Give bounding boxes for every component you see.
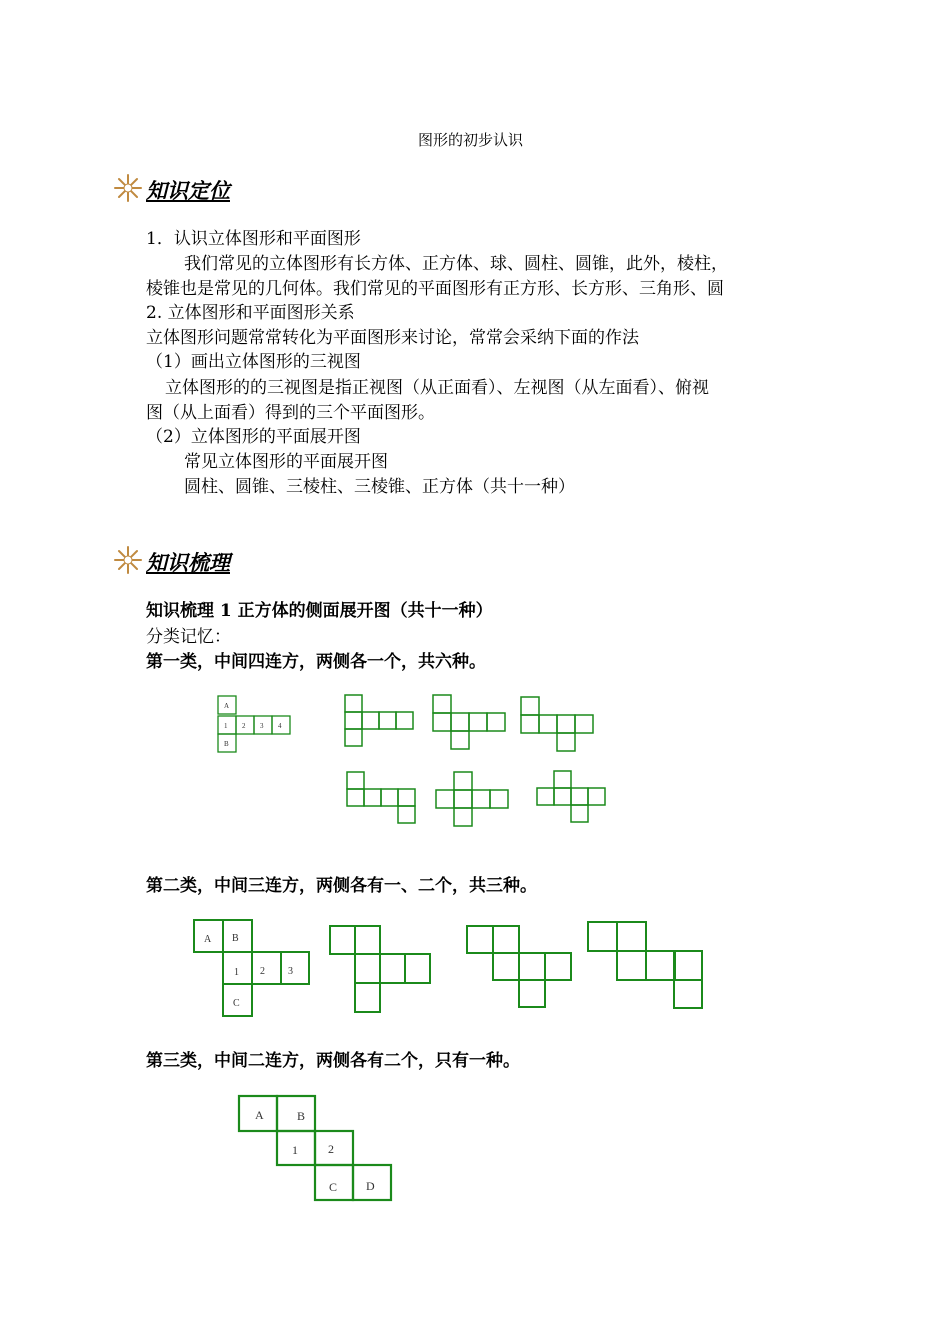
category-3-heading: 第三类，中间二连方，两侧各有二个，只有一种。 [146,1051,520,1071]
net-label: A [204,934,212,945]
cube-net [588,922,706,1012]
category-1-heading: 第一类，中间四连方，两侧各一个，共六种。 [146,652,486,672]
net-label: D [366,1179,375,1193]
cube-net [194,920,312,1020]
net-label: 1 [292,1143,298,1157]
net-label: 4 [278,722,282,730]
cube-net [436,772,510,830]
paragraph-line: 图（从上面看）得到的三个平面图形。 [146,403,435,423]
net-label: A [224,702,230,710]
cube-net [433,695,507,753]
cube-net [537,771,609,827]
net-label: 3 [260,722,264,730]
paragraph-line: 2. 立体图形和平面图形关系 [146,303,355,323]
net-label: 2 [260,966,265,977]
net-label: B [297,1109,306,1123]
net-label: 1 [234,967,239,978]
net-label: B [232,933,239,944]
star-icon [112,544,144,576]
net-label: 2 [242,722,246,730]
cube-net [345,695,415,751]
star-icon [112,172,144,204]
cube-net [467,926,575,1010]
paragraph-line: 常见立体图形的平面展开图 [184,452,388,472]
cube-net [239,1096,394,1204]
paragraph-line: 立体图形问题常常转化为平面图形来讨论，常常会采纳下面的作法 [146,328,639,348]
cube-net [521,697,597,753]
net-label: B [224,740,229,748]
net-label: 2 [328,1142,334,1156]
cube-net [218,696,292,754]
cube-net [330,926,432,1016]
paragraph-line: （1）画出立体图形的三视图 [146,352,361,372]
paragraph-line: 我们常见的立体图形有长方体、正方体、球、圆柱、圆锥，此外，棱柱， [184,254,728,274]
subtitle: 知识梳理 1 正方体的侧面展开图（共十一种） [146,601,493,621]
paragraph-line: （2）立体图形的平面展开图 [146,427,361,447]
net-label: C [233,998,240,1009]
paragraph-line: 圆柱、圆锥、三棱柱、三棱锥、正方体（共十一种） [184,477,575,497]
paragraph-line: 1．认识立体图形和平面图形 [146,229,361,249]
category-2-heading: 第二类，中间三连方，两侧各有一、二个，共三种。 [146,876,537,896]
net-label: A [255,1108,264,1122]
page-title: 图形的初步认识 [418,131,524,149]
net-label: 3 [288,966,293,977]
paragraph-line: 分类记忆： [146,627,231,647]
cube-net [347,772,417,826]
section-heading-2: 知识梳理 [146,550,230,575]
net-label: 1 [224,722,228,730]
paragraph-line: 立体图形的的三视图是指正视图（从正面看）、左视图（从左面看）、俯视 [165,378,709,398]
net-label: C [329,1180,338,1194]
paragraph-line: 棱锥也是常见的几何体。我们常见的平面图形有正方形、长方形、三角形、圆 [146,279,724,299]
section-heading-1: 知识定位 [146,178,230,203]
